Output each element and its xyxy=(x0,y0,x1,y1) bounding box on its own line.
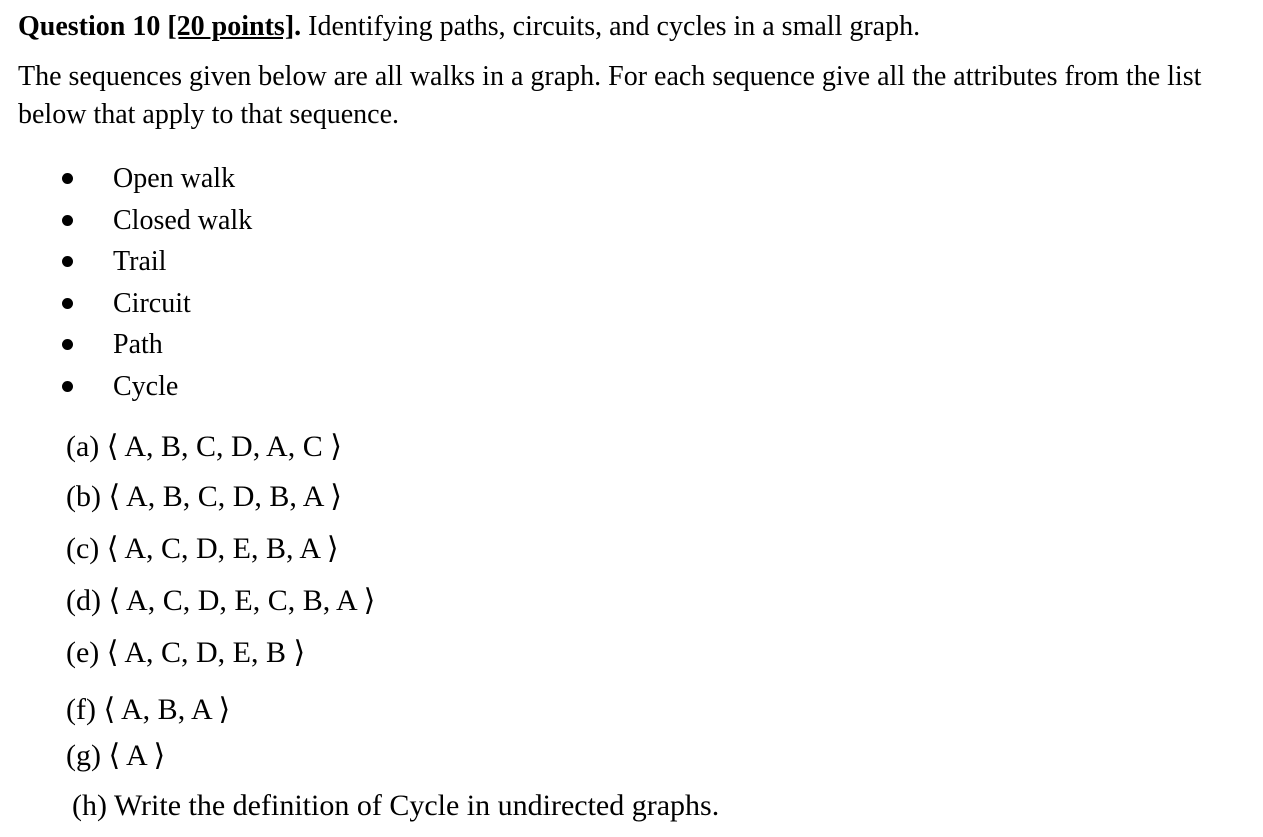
sequence-d: (d) ⟨ A, C, D, E, C, B, A ⟩ xyxy=(66,584,376,617)
bullet-icon xyxy=(62,173,73,184)
instructions-paragraph: The sequences given below are all walks in a graph. For each sequence give all the attributes from the list below that apply to that sequence. xyxy=(18,61,1202,130)
bullet-icon xyxy=(62,215,73,226)
question-title: Identifying paths, circuits, and cycles in a small graph. xyxy=(301,11,921,42)
bullet-icon xyxy=(62,339,73,350)
question-label: Question 10 xyxy=(18,11,161,42)
attribute-label: Path xyxy=(113,329,163,361)
attribute-label: Open walk xyxy=(113,163,236,194)
sequence-e: (e) ⟨ A, C, D, E, B ⟩ xyxy=(66,636,306,669)
sequence-c: (c) ⟨ A, C, D, E, B, A ⟩ xyxy=(66,532,339,565)
bullet-icon xyxy=(62,298,73,309)
sequence-f: (f) ⟨ A, B, A ⟩ xyxy=(66,693,231,726)
sequence-g: (g) ⟨ A ⟩ xyxy=(66,739,166,772)
attribute-label: Cycle xyxy=(113,370,179,402)
attribute-label: Trail xyxy=(113,246,167,278)
sequence-h: (h) Write the definition of Cycle in undirected graphs. xyxy=(72,789,720,822)
question-points: [20 points] xyxy=(167,11,295,42)
bullet-icon xyxy=(62,256,73,267)
bullet-icon xyxy=(62,381,73,392)
question-heading xyxy=(18,10,920,44)
attribute-label: Closed walk xyxy=(113,204,253,236)
question-dot: . xyxy=(294,11,302,42)
sequence-b: (b) ⟨ A, B, C, D, B, A ⟩ xyxy=(66,480,342,513)
sequence-a: (a) ⟨ A, B, C, D, A, C ⟩ xyxy=(66,430,342,463)
attribute-label: Circuit xyxy=(113,287,191,319)
